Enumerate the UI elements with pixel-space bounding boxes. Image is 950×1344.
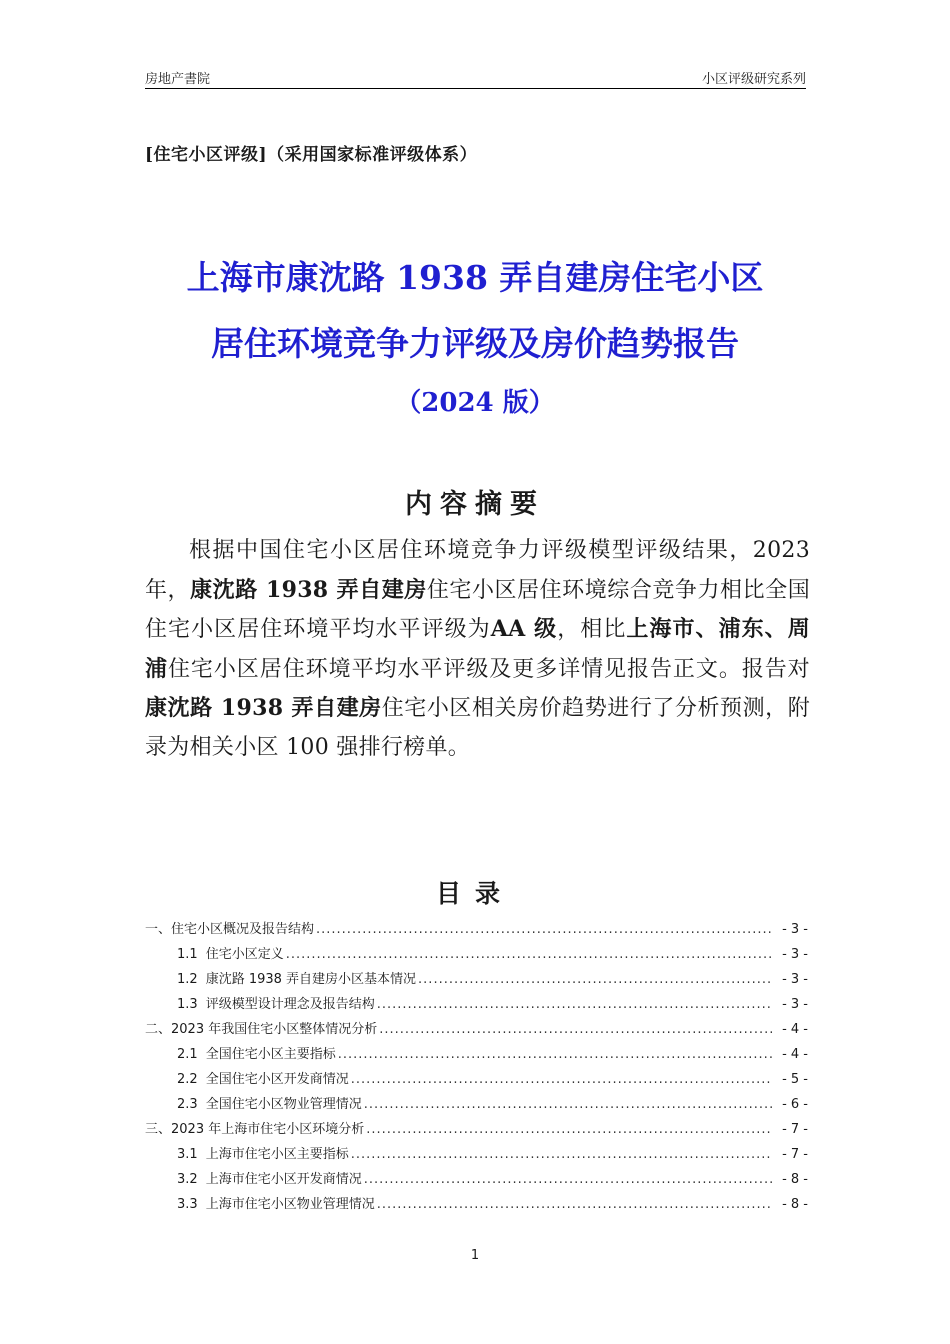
toc-entry-page: - 7 - — [782, 1122, 808, 1137]
table-of-contents — [145, 918, 808, 1218]
toc-entry-number: 1.2 — [177, 972, 198, 987]
toc-entry-page: - 4 - — [782, 1047, 808, 1062]
toc-entry-page: - 4 - — [782, 1022, 808, 1037]
abstract-heading: 内容摘要 — [405, 489, 545, 520]
toc-entry[interactable] — [145, 993, 808, 1018]
toc-entry-page: - 3 - — [782, 972, 808, 987]
toc-leader-dots — [418, 972, 772, 987]
abstract-text: 住宅小区居住环境综合竞争力相比全国住宅小区居住环境平均水平评级为 — [145, 577, 810, 642]
toc-entry-label: 上海市住宅小区物业管理情况 — [205, 1197, 375, 1212]
abstract-highlight: 上海市、浦东、周浦 — [145, 616, 811, 682]
toc-leader-dots — [377, 997, 772, 1012]
abstract-text: 住宅小区相关房价趋势进行了分析预测，附录为相关小区 100 强排行榜单。 — [145, 696, 810, 760]
abstract-text: ，相比 — [557, 617, 627, 642]
header-series: 小区评级研究系列 — [701, 72, 806, 87]
toc-entry-label: 住宅小区定义 — [205, 947, 284, 962]
toc-entry-page: - 5 - — [782, 1072, 808, 1087]
toc-entry-label: 一、住宅小区概况及报告结构 — [145, 922, 315, 937]
toc-entry[interactable] — [145, 918, 808, 943]
toc-leader-dots — [351, 1072, 772, 1087]
toc-leader-dots — [379, 1022, 772, 1037]
toc-leader-dots — [364, 1172, 772, 1187]
toc-entry[interactable] — [145, 1143, 808, 1168]
toc-entry[interactable] — [145, 1193, 808, 1218]
report-title-line-2: 居住环境竞争力评级及房价趋势报告 — [211, 324, 739, 363]
toc-entry-page: - 3 - — [782, 997, 808, 1012]
toc-entry-label: 二、2023 年我国住宅小区整体情况分析 — [145, 1022, 378, 1037]
toc-entry-number: 1.3 — [177, 997, 198, 1012]
toc-leader-dots — [366, 1122, 772, 1137]
abstract-text: 根据中国住宅小区居住环境竞争力评级模型评级结果，2023 年， — [145, 538, 810, 603]
toc-entry[interactable] — [145, 943, 808, 968]
toc-entry-number: 3.2 — [177, 1172, 198, 1187]
toc-entry[interactable] — [145, 1118, 808, 1143]
report-edition: （2024 版） — [395, 388, 555, 418]
abstract-text: 住宅小区居住环境平均水平评级及更多详情见报告正文。报告对 — [167, 656, 810, 682]
toc-leader-dots — [377, 1197, 772, 1212]
toc-entry-label: 全国住宅小区物业管理情况 — [205, 1097, 362, 1112]
toc-leader-dots — [351, 1147, 772, 1162]
toc-entry[interactable] — [145, 1168, 808, 1193]
toc-entry-number: 1.1 — [177, 947, 198, 962]
toc-entry[interactable] — [145, 1068, 808, 1093]
toc-entry-number: 2.3 — [177, 1097, 198, 1112]
toc-entry-number: 3.1 — [177, 1147, 198, 1162]
toc-entry[interactable] — [145, 968, 808, 993]
toc-entry-number: 2.2 — [177, 1072, 198, 1087]
abstract-highlight: 康沈路 1938 弄自建房 — [145, 695, 382, 721]
toc-entry-number: 2.1 — [177, 1047, 198, 1062]
abstract-paragraph — [145, 532, 810, 767]
report-title-line-1: 上海市康沈路 1938 弄自建房住宅小区 — [186, 258, 764, 297]
toc-leader-dots — [316, 922, 772, 937]
toc-entry-page: - 8 - — [782, 1197, 808, 1212]
toc-entry-page: - 3 - — [782, 947, 808, 962]
toc-entry-label: 上海市住宅小区开发商情况 — [205, 1172, 362, 1187]
abstract-rating: AA 级 — [490, 616, 558, 642]
toc-entry-label: 康沈路 1938 弄自建房小区基本情况 — [205, 972, 417, 987]
toc-entry-page: - 6 - — [782, 1097, 808, 1112]
toc-leader-dots — [338, 1047, 772, 1062]
toc-entry[interactable] — [145, 1093, 808, 1118]
toc-entry-page: - 8 - — [782, 1172, 808, 1187]
page-number: 1 — [470, 1248, 480, 1263]
toc-entry-label: 评级模型设计理念及报告结构 — [205, 997, 375, 1012]
toc-entry-page: - 7 - — [782, 1147, 808, 1162]
report-tagline: [住宅小区评级]（采用国家标准评级体系） — [145, 145, 478, 165]
toc-entry-page: - 3 - — [782, 922, 808, 937]
header-publisher: 房地产書院 — [145, 72, 211, 87]
toc-entry[interactable] — [145, 1043, 808, 1068]
toc-entry-label: 上海市住宅小区主要指标 — [205, 1147, 349, 1162]
toc-leader-dots — [286, 947, 772, 962]
toc-leader-dots — [364, 1097, 772, 1112]
toc-entry-label: 全国住宅小区开发商情况 — [205, 1072, 349, 1087]
toc-entry-number: 3.3 — [177, 1197, 198, 1212]
abstract-highlight: 康沈路 1938 弄自建房 — [190, 576, 427, 603]
page-header — [145, 66, 806, 89]
toc-heading: 目录 — [435, 879, 514, 908]
toc-entry-label: 全国住宅小区主要指标 — [205, 1047, 336, 1062]
toc-entry-label: 三、2023 年上海市住宅小区环境分析 — [145, 1122, 365, 1137]
toc-entry[interactable] — [145, 1018, 808, 1043]
